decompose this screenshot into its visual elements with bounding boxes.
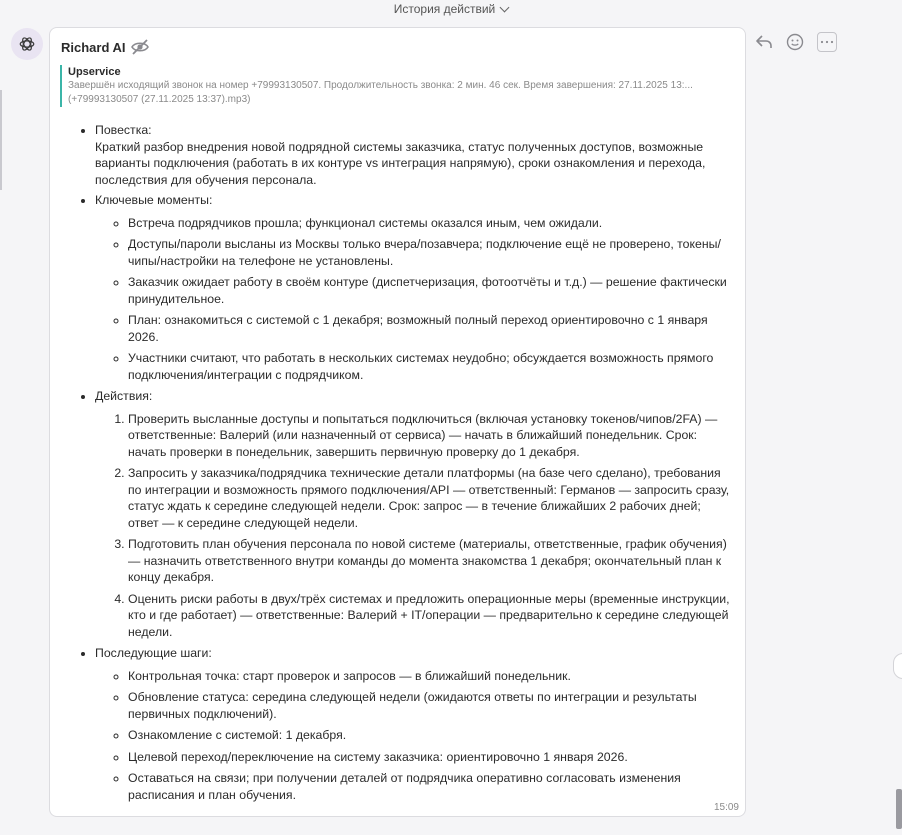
actions-list	[95, 411, 733, 641]
openai-logo-icon	[18, 35, 36, 53]
next-steps-title: Последующие шаги:	[95, 646, 212, 660]
list-item: ◦ Обновление статуса: середина следующей недели (ожидаются ответы по интеграции и результаты первичных подключений).	[128, 689, 733, 722]
chevron-down-icon	[500, 2, 510, 12]
list-item: ◦ Оставаться на связи; при получении деталей от подрядчика оперативно согласовать изменения расписания и план обучения.	[128, 770, 733, 803]
quote-text-line1: Завершён исходящий звонок на номер +79993130507. Продолжительность звонка: 2 мин. 46 сек. Время завершения: 27.11.2025 13:...	[68, 80, 693, 91]
list-item: ◦ Встреча подрядчиков прошла; функционал системы оказался иным, чем ожидали.	[128, 215, 733, 232]
agenda-title: Повестка:	[95, 123, 152, 137]
message-actions	[754, 32, 848, 52]
list-item: 4. Оценить риски работы в двух/трёх системах и предложить операционные меры (временные инструкции, кто и где работает) — ответственные: Валерий + IT/операции — предварительно к середине следующей недели.	[128, 591, 733, 641]
more-options-button[interactable]	[817, 32, 837, 52]
section-actions	[95, 388, 733, 640]
list-item: ◦ Целевой переход/переключение на систему заказчика: ориентировочно 1 января 2026.	[128, 749, 733, 766]
agenda-text: Краткий разбор внедрения новой подрядной системы заказчика, статус полученных доступов, возможные варианты подключения (работать в их контуре vs интеграция напрямую), сроки ознакомления и перехода, последствия для обучения персонала.	[95, 139, 706, 187]
scrollbar-thumb[interactable]	[896, 789, 902, 829]
section-agenda	[95, 122, 733, 188]
message-bubble	[49, 27, 746, 817]
reply-button[interactable]	[754, 32, 774, 52]
list-item: 3. Подготовить план обучения персонала по новой системе (материалы, ответственные, график обучения) — назначить ответственного внутри команды до момента знакомства 1 декабря; окончательный план к концу декабря.	[128, 536, 733, 586]
summary-list	[50, 122, 747, 803]
left-panel-edge	[0, 90, 2, 190]
list-item: ◦ План: ознакомиться с системой с 1 декабря; возможный полный переход ориентировочно с 1 января 2026.	[128, 312, 733, 345]
list-item: ◦ Заказчик ожидает работу в своём контуре (диспетчеризация, фотоотчёты и т.д.) — решение фактически принудительное.	[128, 274, 733, 307]
quote-author: Upservice	[68, 66, 121, 78]
quoted-message[interactable]	[60, 65, 738, 107]
history-toggle[interactable]	[0, 0, 902, 18]
ellipsis-icon	[820, 40, 834, 44]
section-key-points	[95, 192, 733, 383]
list-item: ◦ Контрольная точка: старт проверок и запросов — в ближайший понедельник.	[128, 668, 733, 685]
side-panel-handle[interactable]	[893, 653, 902, 679]
next-steps-list	[95, 668, 733, 804]
quote-text-line2: (+79993130507 (27.11.2025 13:37).mp3)	[68, 94, 251, 105]
message-content	[50, 122, 747, 808]
list-item: ◦ Доступы/пароли высланы из Москвы только вчера/позавчера; подключение ещё не проверено, токены/чипы/настройки на телефоне не установлены.	[128, 236, 733, 269]
section-next-steps	[95, 645, 733, 803]
eye-off-icon	[130, 39, 150, 55]
list-item: 2. Запросить у заказчика/подрядчика технические детали платформы (на базе чего сделано), требования по интеграции и возможность прямого подключения/API — ответственный: Германов — запросить сразу, статус ждать к середине следующей недели. Срок: запрос — в течение ближайших 2 рабочих дней; ответ — к середине следующей недели.	[128, 465, 733, 531]
list-item: 1. Проверить высланные доступы и попытаться подключиться (включая установку токенов/чипов/2FA) — ответственные: Валерий (или назначенный от сервиса) — начать в ближайший понедельник. Срок: начать проверки в понедельник, завершить первичную проверку до 1 декабря.	[128, 411, 733, 461]
list-item: ◦ Ознакомление с системой: 1 декабря.	[128, 727, 733, 744]
history-label: История действий	[393, 2, 496, 16]
message-timestamp: 15:09	[713, 802, 739, 813]
reaction-button[interactable]	[785, 32, 805, 52]
message-sender	[61, 39, 150, 55]
key-points-title: Ключевые моменты:	[95, 193, 213, 207]
actions-title: Действия:	[95, 389, 153, 403]
sender-name[interactable]: Richard AI	[61, 39, 126, 55]
list-item: ◦ Участники считают, что работать в нескольких системах неудобно; обсуждается возможность прямого подключения/интеграции с подрядчиком.	[128, 350, 733, 383]
smiley-icon	[786, 33, 804, 51]
key-points-list	[95, 215, 733, 384]
reply-icon	[755, 34, 773, 50]
avatar[interactable]	[11, 28, 43, 60]
